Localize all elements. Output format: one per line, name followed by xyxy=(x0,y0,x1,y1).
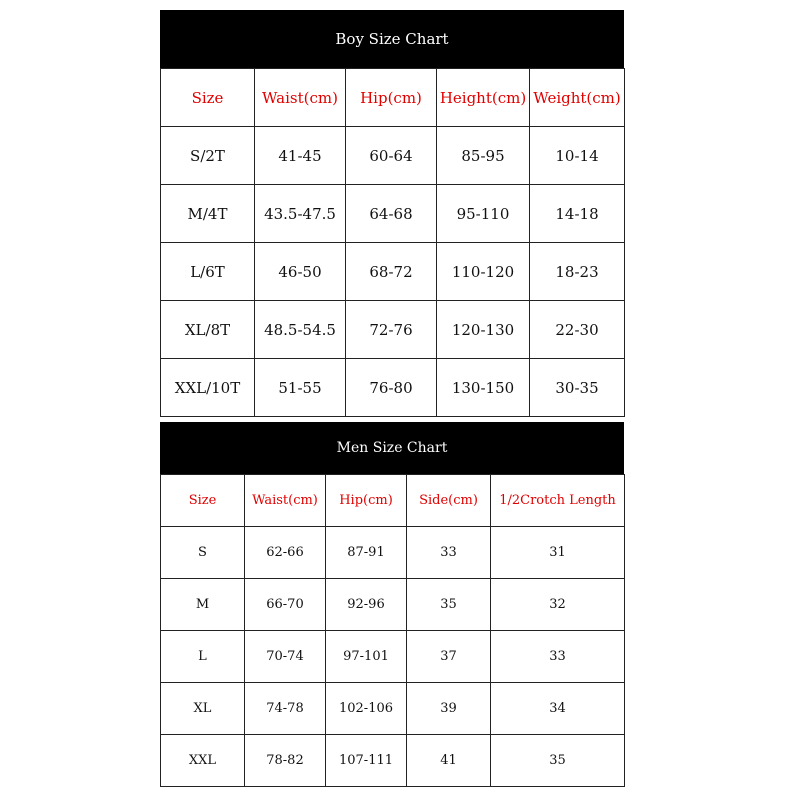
boy-cell-weight: 18-23 xyxy=(530,243,625,301)
men-cell-side: 39 xyxy=(407,683,491,735)
men-cell-size: L xyxy=(161,631,245,683)
table-row xyxy=(161,735,625,787)
men-cell-size: XL xyxy=(161,683,245,735)
boy-cell-weight: 10-14 xyxy=(530,127,625,185)
boy-header-height: Height(cm) xyxy=(437,69,530,127)
men-size-table xyxy=(160,474,625,787)
men-cell-size: M xyxy=(161,579,245,631)
boy-cell-waist: 46-50 xyxy=(255,243,346,301)
boy-cell-hip: 72-76 xyxy=(346,301,437,359)
men-cell-crotch-length: 35 xyxy=(491,735,625,787)
men-cell-crotch-length: 32 xyxy=(491,579,625,631)
table-row xyxy=(161,579,625,631)
boy-cell-size: S/2T xyxy=(161,127,255,185)
boy-cell-weight: 22-30 xyxy=(530,301,625,359)
men-cell-waist: 78-82 xyxy=(245,735,326,787)
boy-cell-size: L/6T xyxy=(161,243,255,301)
boy-header-weight: Weight(cm) xyxy=(530,69,625,127)
boy-cell-height: 95-110 xyxy=(437,185,530,243)
boy-cell-weight: 30-35 xyxy=(530,359,625,417)
men-cell-side: 33 xyxy=(407,527,491,579)
table-row xyxy=(161,683,625,735)
boy-cell-hip: 76-80 xyxy=(346,359,437,417)
men-header-waist: Waist(cm) xyxy=(245,475,326,527)
men-cell-waist: 66-70 xyxy=(245,579,326,631)
boy-cell-height: 85-95 xyxy=(437,127,530,185)
boy-cell-waist: 51-55 xyxy=(255,359,346,417)
table-row xyxy=(161,631,625,683)
men-header-side: Side(cm) xyxy=(407,475,491,527)
men-cell-hip: 92-96 xyxy=(326,579,407,631)
men-header-hip: Hip(cm) xyxy=(326,475,407,527)
boy-chart-title: Boy Size Chart xyxy=(160,10,624,68)
boy-cell-waist: 48.5-54.5 xyxy=(255,301,346,359)
men-cell-waist: 70-74 xyxy=(245,631,326,683)
boy-cell-size: XXL/10T xyxy=(161,359,255,417)
boy-header-waist: Waist(cm) xyxy=(255,69,346,127)
boy-cell-height: 130-150 xyxy=(437,359,530,417)
men-cell-size: S xyxy=(161,527,245,579)
boy-cell-size: M/4T xyxy=(161,185,255,243)
boy-header-size: Size xyxy=(161,69,255,127)
boy-size-chart xyxy=(160,10,624,417)
boy-cell-hip: 60-64 xyxy=(346,127,437,185)
men-header-crotch-length: 1/2Crotch Length xyxy=(491,475,625,527)
table-row xyxy=(161,359,625,417)
men-cell-size: XXL xyxy=(161,735,245,787)
boy-cell-waist: 41-45 xyxy=(255,127,346,185)
men-header-row xyxy=(161,475,625,527)
men-cell-waist: 62-66 xyxy=(245,527,326,579)
men-cell-side: 35 xyxy=(407,579,491,631)
boy-cell-size: XL/8T xyxy=(161,301,255,359)
table-row xyxy=(161,301,625,359)
boy-cell-height: 110-120 xyxy=(437,243,530,301)
men-cell-hip: 87-91 xyxy=(326,527,407,579)
boy-header-hip: Hip(cm) xyxy=(346,69,437,127)
men-cell-side: 41 xyxy=(407,735,491,787)
boy-size-table xyxy=(160,68,625,417)
boy-cell-hip: 64-68 xyxy=(346,185,437,243)
table-row xyxy=(161,527,625,579)
boy-cell-height: 120-130 xyxy=(437,301,530,359)
men-cell-waist: 74-78 xyxy=(245,683,326,735)
table-row xyxy=(161,127,625,185)
boy-cell-waist: 43.5-47.5 xyxy=(255,185,346,243)
men-cell-hip: 107-111 xyxy=(326,735,407,787)
men-cell-crotch-length: 34 xyxy=(491,683,625,735)
men-size-chart xyxy=(160,422,624,787)
men-cell-side: 37 xyxy=(407,631,491,683)
men-header-size: Size xyxy=(161,475,245,527)
men-cell-hip: 97-101 xyxy=(326,631,407,683)
boy-cell-weight: 14-18 xyxy=(530,185,625,243)
men-cell-crotch-length: 33 xyxy=(491,631,625,683)
table-row xyxy=(161,185,625,243)
boy-header-row xyxy=(161,69,625,127)
men-cell-crotch-length: 31 xyxy=(491,527,625,579)
men-chart-title: Men Size Chart xyxy=(160,422,624,474)
table-row xyxy=(161,243,625,301)
boy-cell-hip: 68-72 xyxy=(346,243,437,301)
men-cell-hip: 102-106 xyxy=(326,683,407,735)
